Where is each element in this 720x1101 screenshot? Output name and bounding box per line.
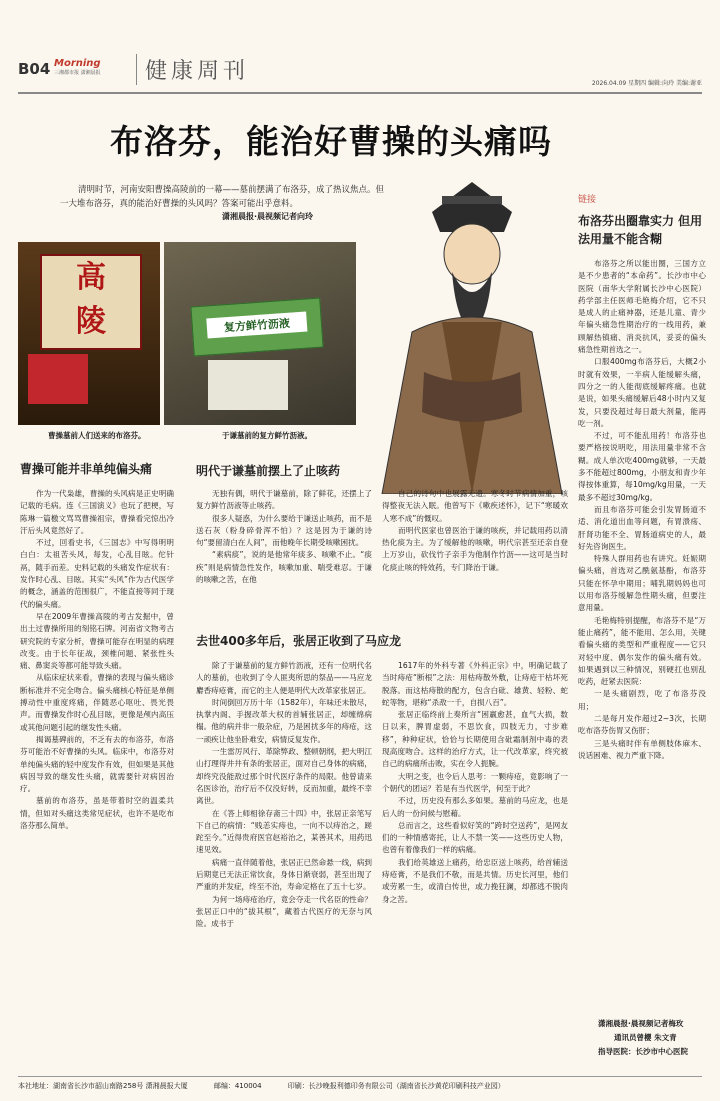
- col5-para: 1617年的外科专著《外科正宗》中，明确记载了当时痔疮“断根”之法：用枯痔散外敷，让痔疮干枯坏死脱落。而这枯痔散的配方，包含白砒、雄黄、轻粉、蛇蛇等物，堪称“杀敌一千，自损八百”。: [382, 661, 568, 707]
- col4-para: 除了于谦墓前的复方鲜竹沥液，还有一位明代名人的墓前，也收到了令人匪夷所思的祭品——马应龙麝香痔疮膏，而它的主人便是明代大改革家张居正。: [196, 661, 372, 695]
- sidebar-tag: 链接: [578, 195, 597, 205]
- sidebar-body: [578, 258, 706, 1010]
- col4-para: 一生雷厉风行、革除弊政、整顿朝纲，把大明江山打理得井井有条的张居正，面对自己身体的病痛，却终究没能敌过那个时代医疗条件的局限。他曾请来名医诊治，治疗后不仅没好转，反而加重，最终不幸离世。: [196, 747, 372, 806]
- footer-printer: 印刷：长沙晚报利德印务有限公司（湖南省长沙黄花印刷科技产业园）: [287, 1082, 505, 1090]
- sidebar-link-box: [578, 172, 706, 1082]
- col4-para: 在《答上师相徐存斋三十四》中，张居正亲笔写下自己的病情：“贱恙实痔也，一向不以痔治之，蹉跎至今。”近得贵府医官赵裕治之，某善其术，用药迅速见效。: [196, 808, 372, 855]
- sidebar-para: 口服400mg布洛芬后，大概2小时就有效果，一半病人能缓解头痛，四分之一的人能彻底缓解疼痛。也就是说，如果头痛缓解后48小时内又复发，只要没超过每日最大剂量，能再吃一剂。: [578, 357, 706, 428]
- page-number: B04: [18, 60, 51, 78]
- col4-para: 病痛一直伴随着他，张居正已然命悬一线，病到后期竟已无法正常饮食，身体日渐衰弱，甚至出现了严重的并发症，终至不治，寿命定格在了五十七岁。: [196, 857, 372, 892]
- col2-heading: 明代于谦墓前摆上了止咳药: [196, 464, 341, 478]
- col4-heading: 去世400多年后，张居正收到了马应龙: [196, 634, 402, 648]
- photo-yu-tomb: [164, 242, 356, 425]
- logo-sub: 三湘都市报 潇湘晨报: [54, 70, 101, 76]
- cao-cao-illustration: [372, 172, 572, 494]
- col5-para: 总而言之，这些看似好笑的“跨时空送药”，是网友们的一种情感寄托，让人不禁一笑——这些历史人物，也曾有着像我们一样的病痛。: [382, 820, 568, 855]
- sidebar-para: 特殊人群用药也有讲究。妊娠期偏头痛，首选对乙酰氨基酚，布洛芬只能在怀孕中期用；哺乳期妈妈也可以用布洛芬缓解急性期头痛，但要注意用量。: [578, 554, 706, 613]
- header-rule: [18, 92, 702, 94]
- col2-para: 无独有偶，明代于谦墓前，除了鲜花，还摆上了复方鲜竹沥液等止咳药。: [196, 489, 372, 511]
- col2-para: “素病痰”，说的是他常年痰多、咳嗽不止。“痰疾”则是病情急性发作，咳嗽加重、喘受难忍。于谦的咳嗽之苦，在他: [196, 550, 372, 585]
- ibuprofen-box: [28, 354, 88, 404]
- photo1-caption: 曹操墓前人们送来的布洛芬。: [48, 431, 146, 440]
- sidebar-byline-1: 潇湘晨报·晨视频记者梅玫: [598, 1019, 684, 1028]
- col5-para: 张居正临终前上奏所言“困羸愈甚，血气大损，数日以来，脾胃虚弱，不思饮食，四肢无力，寸步难移”，种种症状，恰恰与长期使用含砒霜制剂中毒的表现高度吻合。这样的治疗方式，让一代改革家，终究被自己的病痛所击败，实在令人扼腕。: [382, 710, 568, 769]
- package-label: 复方鲜竹沥液: [206, 312, 307, 339]
- col3-body: [382, 488, 568, 592]
- sidebar-para: 二是每月发作超过2~3次，长期吃布洛芬伤胃又伤肝；: [578, 713, 706, 736]
- col5-body: [382, 660, 568, 1056]
- section-title: 健康周刊: [136, 54, 249, 85]
- sidebar-para: 一是头痛剧烈，吃了布洛芬没用；: [578, 689, 706, 711]
- col5-para: 我们给英雄送上痛药，给忠臣送上咳药，给首辅送痔疮膏，不是我们不敬，而是共情。历史长河里，他们或劳累一生，或清白传世，或力挽狂澜，却都逃不脱肉身之苦。: [382, 857, 568, 904]
- sign-char-1: 高: [76, 260, 106, 295]
- col5-para: 不过，历史没有那么多如果。墓前的马应龙，也是后人的一份问候与慰藉。: [382, 796, 568, 818]
- sidebar-title: 布洛芬出圈靠实力 但用法用量不能含糊: [578, 214, 703, 246]
- photo-cao-tomb: [18, 242, 160, 425]
- lead-byline: 潇湘晨报·晨视频记者向玲: [222, 212, 314, 221]
- col1-para: 墓前的布洛芬，虽是带着时空的温柔共情，但如对头痛这类常见症状，也许不是吃布洛芬那么简单。: [20, 796, 174, 831]
- footer-postcode: 邮编：410004: [213, 1082, 262, 1090]
- sidebar-byline-2: 通讯员曾櫻 朱文青: [614, 1033, 677, 1042]
- col1-body: [20, 488, 174, 1056]
- col1-para: 不过，回看史书，《三国志》中写得明明白白：太祖苦头风，每发，心乱目眩。佗针鬲，随手而差。史料记载的头痛发作症状有：发作时心乱、目眩。其实“头风”作为古代医学的概念，涵盖的范围很广，不能直接等同于现代的偏头痛。: [20, 538, 174, 609]
- col2-body: [196, 488, 372, 592]
- col1-para: 揭谒墓碑前的，不乏有去的布洛芬，布洛芬可能治不好曹操的头风。临床中，布洛芬对单纯偏头痛的轻中度发作有效，但如果是其他病因导致的继发性头痛，就需要针对病因治疗。: [20, 734, 174, 794]
- col4-para: 时间倒回万历十年（1582年），年味还未散尽，执掌内阁、手握改革大权的首辅张居正，却缠绵病榻。他的病并非一般杂症，乃是困扰多年的痔疮，这一顽疾让他坐卧难安，病情反复发作。: [196, 697, 372, 744]
- col1-heading: 曹操可能并非单纯偏头痛: [20, 462, 153, 476]
- sign-char-2: 陵: [76, 304, 106, 339]
- sidebar-para: 而且布洛芬可能会引发胃肠道不适、消化道出血等问题，有胃溃疡、肝肾功能不全、胃肠道病史的人，最好先咨询医生。: [578, 504, 706, 551]
- sidebar-para: 布洛芬之所以能出圈，三国方立是不少患者的“本命药”。长沙市中心医院（南华大学附属长沙中心医院）药学部主任医师毛艳梅介绍，它不只是成人的止痛神器，还是儿童、青少年偏头痛急性期治疗的一线用药，兼顾解热镇痛、消炎抗风，妥妥的偏头痛急性期首选之一。: [578, 259, 706, 355]
- col4-para: 为何一场痔疮治疗，竟会夺走一代名臣的性命？张居正口中的“拔其根”，藏着古代医疗的无奈与风险。成书于: [196, 894, 372, 929]
- col1-para: 早在2009年曹操高陵的考古发掘中，曾出土过曹操所用的刻铭石牌。河南省文物考古研究院的专家分析，曹操可能存在明显的病理改变。由于长年征战，颈椎问题、紧张性头痛、鼻窦炎等都可能导致头痛。: [20, 611, 174, 671]
- photo2-caption: 于谦墓前的复方鲜竹沥液。: [222, 431, 312, 440]
- gaoling-sign: [40, 254, 142, 350]
- col5-para: 大明之变，也令后人思考：一颗痔疮，竟影响了一个朝代的团运？若是有当代医学，何至于此？: [382, 771, 568, 793]
- col1-para: 从临床症状来看，曹操的表现与偏头痛诊断标准并不完全吻合。偏头痛核心特征是单侧搏动性中重度疼痛，伴随恶心呕吐、畏光畏声。而曹操发作时心乱目眩，更像是颅内高压或其他问题引起的继发性头痛。: [20, 673, 174, 732]
- col3-para: 而明代医家也曾医治于谦的咳疾，并记载用药以清热化痰为主。为了缓解他的咳嗽，明代宗甚至还亲自登上万岁山，砍伐竹子亲手为他制作竹沥——这可是当时化痰止咳的特效药，专门降治于谦。: [382, 525, 568, 572]
- col4-body: [196, 660, 372, 1056]
- col3-para: 自己的诗句中也展露无遗。寒冬时节病情加重，咳得整夜无法入眠。他曾写下《嗽疾述怀》，记下“寒暖欢人寒不成”的慨叹。: [382, 489, 568, 523]
- medicine-bottle: [208, 360, 288, 410]
- sidebar-para: 毛艳梅特别提醒，布洛芬不是“万能止痛药”，能不能用、怎么用，关键看偏头痛的类型和严重程度——它只对轻中度、偶尔发作的偏头痛有效。如果遇到以三种情况，别硬扛也别乱吃药，赶紧去医院：: [578, 615, 706, 687]
- footer-address: 本社地址：湖南省长沙市韶山南路258号 潇湘晨报大厦: [18, 1082, 188, 1090]
- logo-main: Morning: [54, 58, 101, 69]
- page-header: [18, 50, 702, 90]
- issue-meta: 2026.04.09 星期四 编辑:向玲 美编:谢亚: [591, 80, 702, 87]
- sidebar-para: 三是头痛时伴有单侧肢体麻木、说话困难、视力严重下降。: [578, 738, 706, 760]
- col2-para: 很多人疑惑，为什么要给于谦送止咳药，而不是送石灰（粉身碎骨浑不怕）？这是因为于谦的诗句“要留清白在人间”，而他晚年长期受咳嗽困扰。: [196, 513, 372, 548]
- lead-paragraph: 清明时节，河南安阳曹操高陵前的一幕——墓前摆满了布洛芬，成了热议焦点。但一大堆布洛芬，真的能治好曹操的头风吗？答案可能出乎意料。: [60, 185, 385, 209]
- headline: 布洛芬，能治好曹操的头痛吗: [110, 122, 552, 161]
- page-footer: [18, 1076, 702, 1091]
- medicine-package: [190, 298, 323, 357]
- sidebar-para: 不过，可不能乱用药！布洛芬也要严格按说明吃，用法用量非常不含糊。成人单次吃400mg就够，一天最多不能超过800mg，小朋友和青少年得按体重算，每10mg/kg用量，一天最多不超过30mg/kg。: [578, 431, 706, 502]
- sidebar-byline-3: 指导医院：长沙市中心医院: [598, 1047, 688, 1056]
- col1-para: 作为一代枭雄，曹操的头风病是正史明确记载的毛病。连《三国演义》也玩了把梗，写陈琳一篇檄文骂骂曹操祖宗，曹操看完惊出冷汗后头风竟然好了。: [20, 489, 174, 535]
- paper-logo: [54, 58, 101, 76]
